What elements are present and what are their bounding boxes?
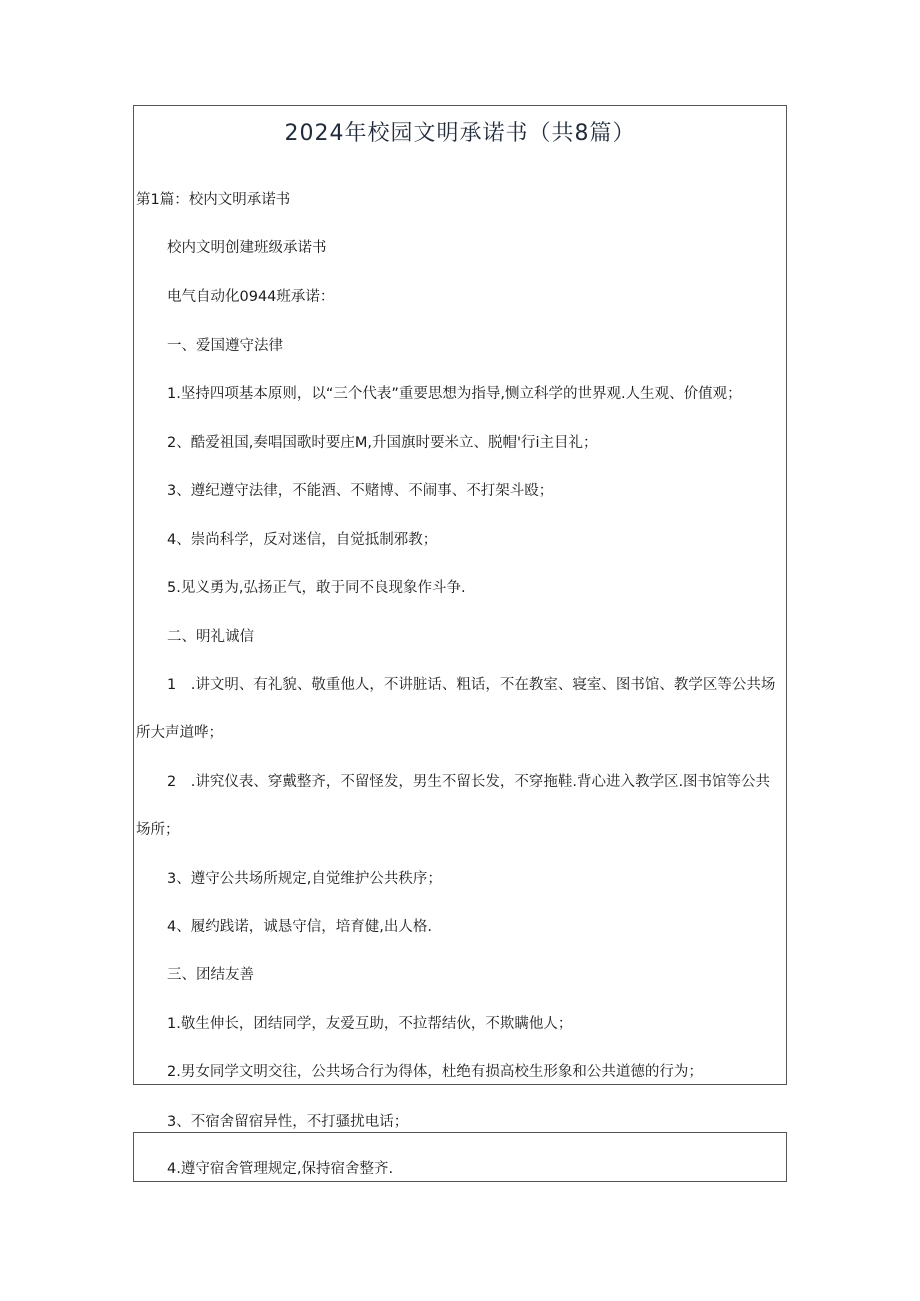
- class-line: 电气自动化0944班承诺：: [167, 289, 335, 305]
- item-3-1: 1.敬生伸长，团结同学，友爱互助，不拉帮结伙，不欺瞒他人；: [167, 1016, 573, 1032]
- item-2-2-cont: 场所；: [136, 822, 180, 838]
- item-2-1-cont: 所大声道哗；: [136, 725, 223, 741]
- item-3-2: 2.男女同学文明交往，公共场合行为得体，杜绝有损高校生形象和公共道德的行为；: [167, 1064, 703, 1080]
- item-2-3: 3、遵守公共场所规定,自觉维护公共秩序；: [167, 871, 442, 887]
- item-3-3: 3、不宿舍留宿异性，不打骚扰电话；: [167, 1114, 409, 1130]
- item-1-3: 3、遵纪遵守法律，不能酒、不赌博、不闹事、不打架斗殴；: [167, 483, 554, 499]
- item-2-2: 2 .讲究仪表、穿戴整齐，不留怪发，男生不留长发，不穿拖鞋.背心进入教学区.图书馆等公共: [167, 774, 771, 790]
- part-heading-3: 三、团结友善: [167, 967, 254, 983]
- item-1-1: 1.坚持四项基本原则，以“三个代表”重要思想为指导,恻立科学的世界观.人生观、价值观；: [167, 386, 742, 402]
- subtitle: 校内文明创建班级承诺书: [167, 240, 327, 256]
- item-2-1: 1 .讲文明、有礼貌、敬重他人，不讲脏话、粗话，不在教室、寝室、图书馆、教学区等公共场: [167, 677, 776, 693]
- document-title: 2024年校园文明承诺书（共8篇）: [284, 121, 636, 146]
- item-1-5: 5.见义勇为,弘扬正气，敢于同不良现象作斗争.: [167, 580, 466, 596]
- section-heading: 第1篇：校内文明承诺书: [136, 192, 291, 208]
- part-heading-1: 一、爱国遵守法律: [167, 338, 283, 354]
- item-1-4: 4、崇尚科学，反对迷信，自觉抵制邪教；: [167, 532, 438, 548]
- item-2-4: 4、履约践诺，诚恳守信，培育健,出人格.: [167, 919, 432, 935]
- item-3-4: 4.遵守宿舍管理规定,保持宿舍整齐.: [167, 1161, 394, 1177]
- item-1-2: 2、酷爱祖国,奏唱国歌时要庄M,升国旗时要米立、脱帽'行i主目礼；: [167, 435, 598, 451]
- part-heading-2: 二、明礼诚信: [167, 629, 254, 645]
